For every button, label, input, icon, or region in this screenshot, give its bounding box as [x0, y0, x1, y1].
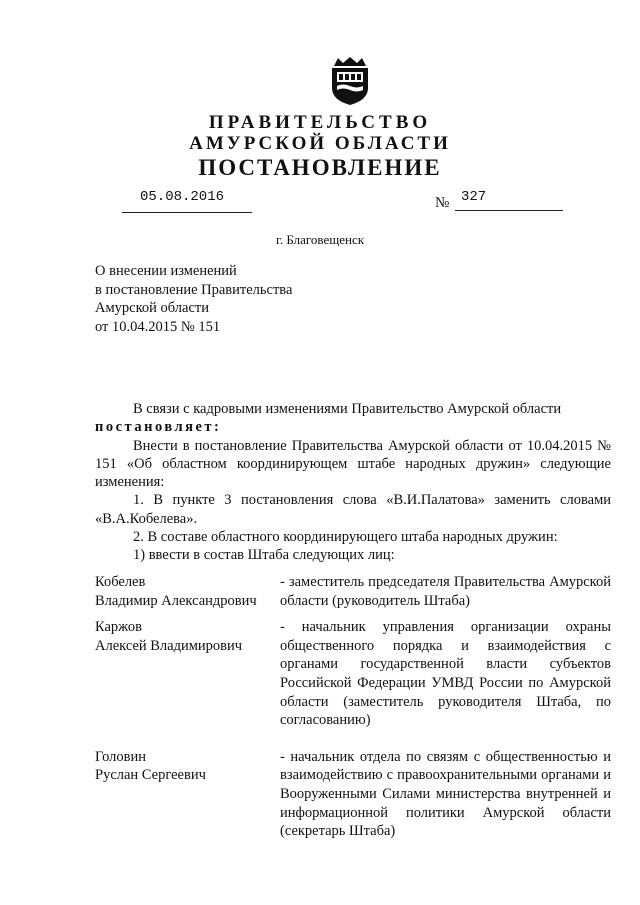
person-name — [95, 748, 280, 841]
paragraph-1: Внести в постановление Правительства Амурской области от 10.04.2015 № 151 «Об областном координирующем штабе народных дружин» следующие изменения: — [95, 437, 611, 491]
region-title: АМУРСКОЙ ОБЛАСТИ — [189, 133, 451, 154]
subject-line: от 10.04.2015 № 151 — [95, 318, 221, 335]
person-surname: Головин — [95, 748, 147, 765]
person-name — [95, 618, 280, 730]
person-given-name: Владимир Александрович — [95, 592, 257, 609]
person-entry — [95, 573, 611, 610]
subject-line: Амурской области — [95, 300, 209, 316]
person-name — [95, 573, 280, 610]
document-date: 05.08.2016 — [140, 189, 225, 205]
person-position: - начальник управления организации охраны общественного порядка и взаимодействия с органами государственной власти субъектов Российской Федерации УМВД России по Амурской области (заместитель руководителя Штаба, по согласованию) — [280, 619, 611, 729]
person-given-name: Руслан Сергеевич — [95, 767, 206, 784]
number-label: № — [435, 195, 450, 211]
government-title: ПРАВИТЕЛЬСТВО — [208, 112, 432, 133]
item-2-1: 1) ввести в состав Штаба следующих лиц: — [133, 547, 395, 564]
document-body — [95, 400, 611, 565]
person-surname: Кобелев — [95, 574, 146, 590]
person-position: - заместитель председателя Правительства Амурской области (руководитель Штаба) — [280, 574, 611, 609]
subject-line: О внесении изменений — [95, 263, 237, 279]
decree-word: постановляет: — [95, 419, 222, 436]
person-given-name: Алексей Владимирович — [95, 637, 243, 654]
number-underline — [455, 210, 563, 211]
document-type-title: ПОСТАНОВЛЕНИЕ — [198, 155, 442, 180]
document-number: 327 — [461, 189, 487, 205]
item-1: 1. В пункте 3 постановления слова «В.И.Палатова» заменить словами «В.А.Кобелева». — [95, 492, 611, 527]
coat-of-arms-icon — [328, 56, 372, 106]
item-2: 2. В составе областного координирующего штаба народных дружин: — [133, 529, 558, 546]
person-position: - начальник отдела по связям с общественностью и взаимодействию с правоохранительными органами и Вооруженными Силами министерства внутренней и информационной политики Амурской области (секретарь Штаба) — [280, 748, 611, 840]
person-entry — [95, 618, 611, 730]
person-surname: Каржов — [95, 619, 142, 636]
subject-line: в постановление Правительства — [95, 281, 293, 298]
person-entry — [95, 748, 611, 841]
document-subject — [95, 262, 292, 336]
staff-list — [95, 573, 611, 841]
city: г. Благовещенск — [275, 232, 365, 247]
intro-paragraph: В связи с кадровыми изменениями Правительство Амурской области — [133, 401, 562, 417]
date-underline — [122, 212, 252, 213]
